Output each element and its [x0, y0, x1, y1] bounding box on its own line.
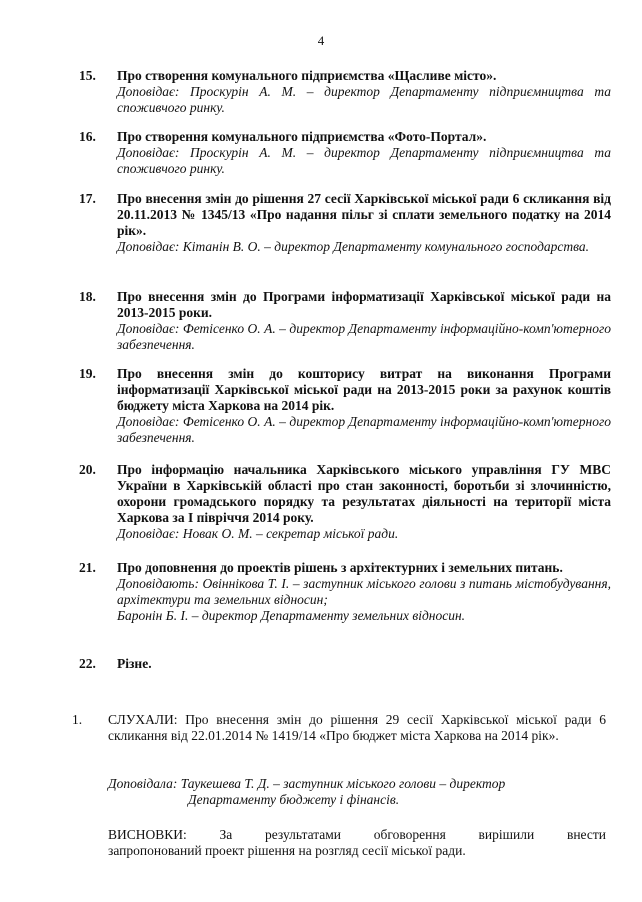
agenda-item-speaker: Доповідає: Новак О. М. – секретар міської ради.: [117, 526, 399, 541]
conclusions-block: [108, 827, 606, 859]
agenda-item-21: [79, 560, 611, 624]
agenda-item-number: 20.: [79, 462, 96, 477]
conclusions-line-1: ВИСНОВКИ: За результатами обговорення вирішили внести: [108, 827, 606, 842]
agenda-item-speaker: Доповідає: Фетісенко О. А. – директор Департаменту інформаційно-комп'ютерного забезпечення.: [117, 321, 611, 352]
agenda-item-number: 21.: [79, 560, 96, 575]
page-number: 4: [317, 33, 325, 48]
agenda-item-title: Різне.: [117, 656, 152, 671]
heard-text: СЛУХАЛИ: Про внесення змін до рішення 29 сесії Харківської міської ради 6 скликання від 22.01.2014 № 1419/14 «Про бюджет міста Харкова на 2014 рік».: [108, 712, 606, 743]
agenda-item-20: [79, 462, 611, 542]
agenda-item-speaker: Доповідає: Фетісенко О. А. – директор Департаменту інформаційно-комп'ютерного забезпечення.: [117, 414, 611, 445]
heard-section: [72, 712, 606, 744]
agenda-item-number: 18.: [79, 289, 96, 304]
agenda-item-19: [79, 366, 611, 446]
agenda-item-number: 15.: [79, 68, 96, 83]
agenda-item-18: [79, 289, 611, 353]
agenda-item-speaker: Доповідає: Проскурін А. М. – директор Департаменту підприємництва та споживчого ринку.: [117, 84, 611, 115]
agenda-item-22: [79, 656, 611, 672]
agenda-item-15: [79, 68, 611, 116]
agenda-item-number: 17.: [79, 191, 96, 206]
agenda-item-title: Про створення комунального підприємства «Щасливе місто».: [117, 68, 497, 83]
conclusions-line-2: запропонований проект рішення на розгляд сесії міської ради.: [108, 843, 466, 858]
agenda-item-speaker: Доповідає: Проскурін А. М. – директор Департаменту підприємництва та споживчого ринку.: [117, 145, 611, 176]
agenda-item-speaker-2: Баронін Б. І. – директор Департаменту земельних відносин.: [117, 608, 466, 623]
agenda-item-speaker: Доповідають: Овіннікова Т. І. – заступник міського голови з питань містобудування, архітектури та земельних відносин;: [117, 576, 611, 607]
agenda-item-number: 19.: [79, 366, 96, 381]
agenda-item-number: 22.: [79, 656, 96, 671]
agenda-item-title: Про доповнення до проектів рішень з архітектурних і земельних питань.: [117, 560, 563, 575]
agenda-item-title: Про внесення змін до рішення 27 сесії Харківської міської ради 6 скликання від 20.11.2013 № 1345/13 «Про надання пільг зі сплати земельного податку на 2014 рік».: [117, 191, 611, 238]
agenda-item-number: 16.: [79, 129, 96, 144]
agenda-item-speaker: Доповідає: Кітанін В. О. – директор Департаменту комунального господарства.: [117, 239, 590, 254]
agenda-item-title: Про інформацію начальника Харківського міського управління ГУ МВС України в Харківській області про стан законності, боротьби зі злочинністю, охорони громадського порядку та результатах діяльності на території міста Харкова за І півріччя 2014 року.: [117, 462, 611, 525]
agenda-item-title: Про внесення змін до Програми інформатизації Харківської міської ради на 2013-2015 роки.: [117, 289, 611, 320]
agenda-item-title: Про внесення змін до кошторису витрат на виконання Програми інформатизації Харківської міської ради на 2013-2015 роки за рахунок коштів бюджету міста Харкова на 2014 рік.: [117, 366, 611, 413]
agenda-item-17: [79, 191, 611, 255]
reporter-line-1: Доповідала: Таукешева Т. Д. – заступник міського голови – директор: [108, 776, 506, 791]
agenda-item-16: [79, 129, 611, 177]
reporter-block: [108, 776, 606, 808]
reporter-line-2: Департаменту бюджету і фінансів.: [188, 792, 400, 807]
heard-number: 1.: [72, 712, 83, 727]
agenda-item-title: Про створення комунального підприємства «Фото-Портал».: [117, 129, 487, 144]
